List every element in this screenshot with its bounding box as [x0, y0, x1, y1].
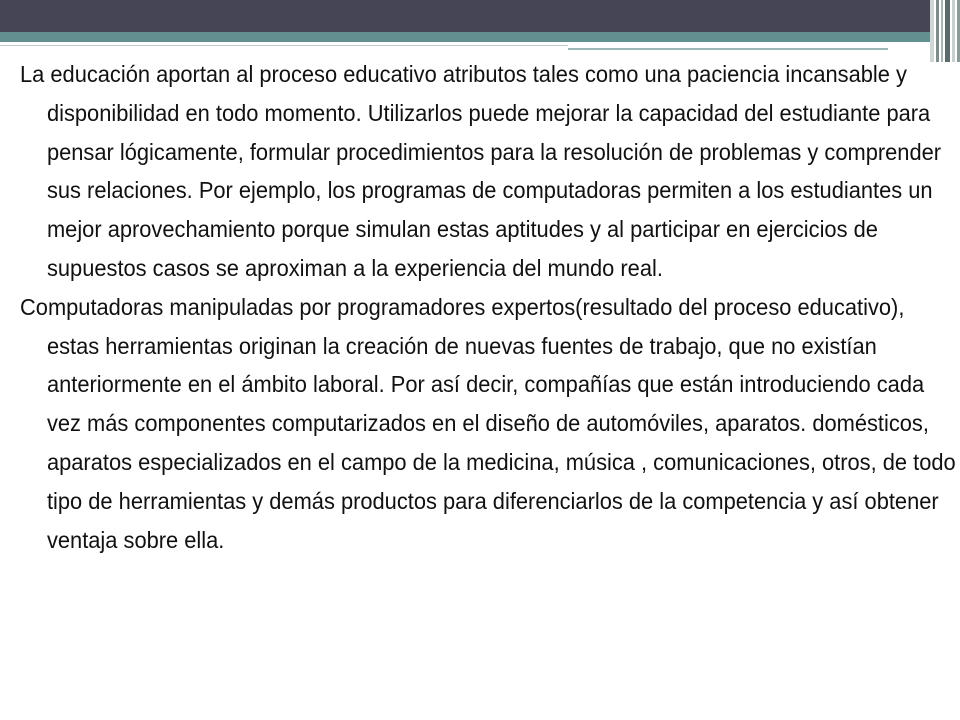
header-teal-bar: [0, 32, 930, 42]
edge-stripe: [941, 0, 943, 62]
edge-stripe: [930, 0, 934, 62]
edge-stripe: [936, 0, 939, 62]
header-dark-bar: [0, 0, 930, 32]
paragraph-education: La educación aportan al proceso educativo atributos tales como una paciencia incansable y disponibilidad en todo momento. Utilizarlos puede mejorar la capacidad del estudiante para pensar lógicamente, formular procedimientos para la resolución de problemas y comprender sus relaciones. Por ejemplo, los programas de computadoras permiten a los estudiantes un mejor aprovechamiento porque simulan estas aptitudes y al participar en ejercicios de supuestos casos se aproximan a la experiencia del mundo real.: [20, 61, 942, 281]
header-rule-right: [568, 48, 888, 50]
edge-stripe: [945, 0, 950, 62]
header-rule-left: [0, 45, 568, 46]
edge-stripe: [952, 0, 955, 62]
slide-body: [20, 55, 956, 559]
paragraph-computers: Computadoras manipuladas por programadores expertos(resultado del proceso educativo), estas herramientas originan la creación de nuevas fuentes de trabajo, que no existían anteriormente en el ámbito laboral. Por así decir, compañías que están introduciendo cada vez más componentes computarizados en el diseño de automóviles, aparatos. domésticos, aparatos especializados en el campo de la medicina, música , comunicaciones, otros, de todo tipo de herramientas y demás productos para diferenciarlos de la competencia y así obtener ventaja sobre ella.: [20, 293, 956, 553]
